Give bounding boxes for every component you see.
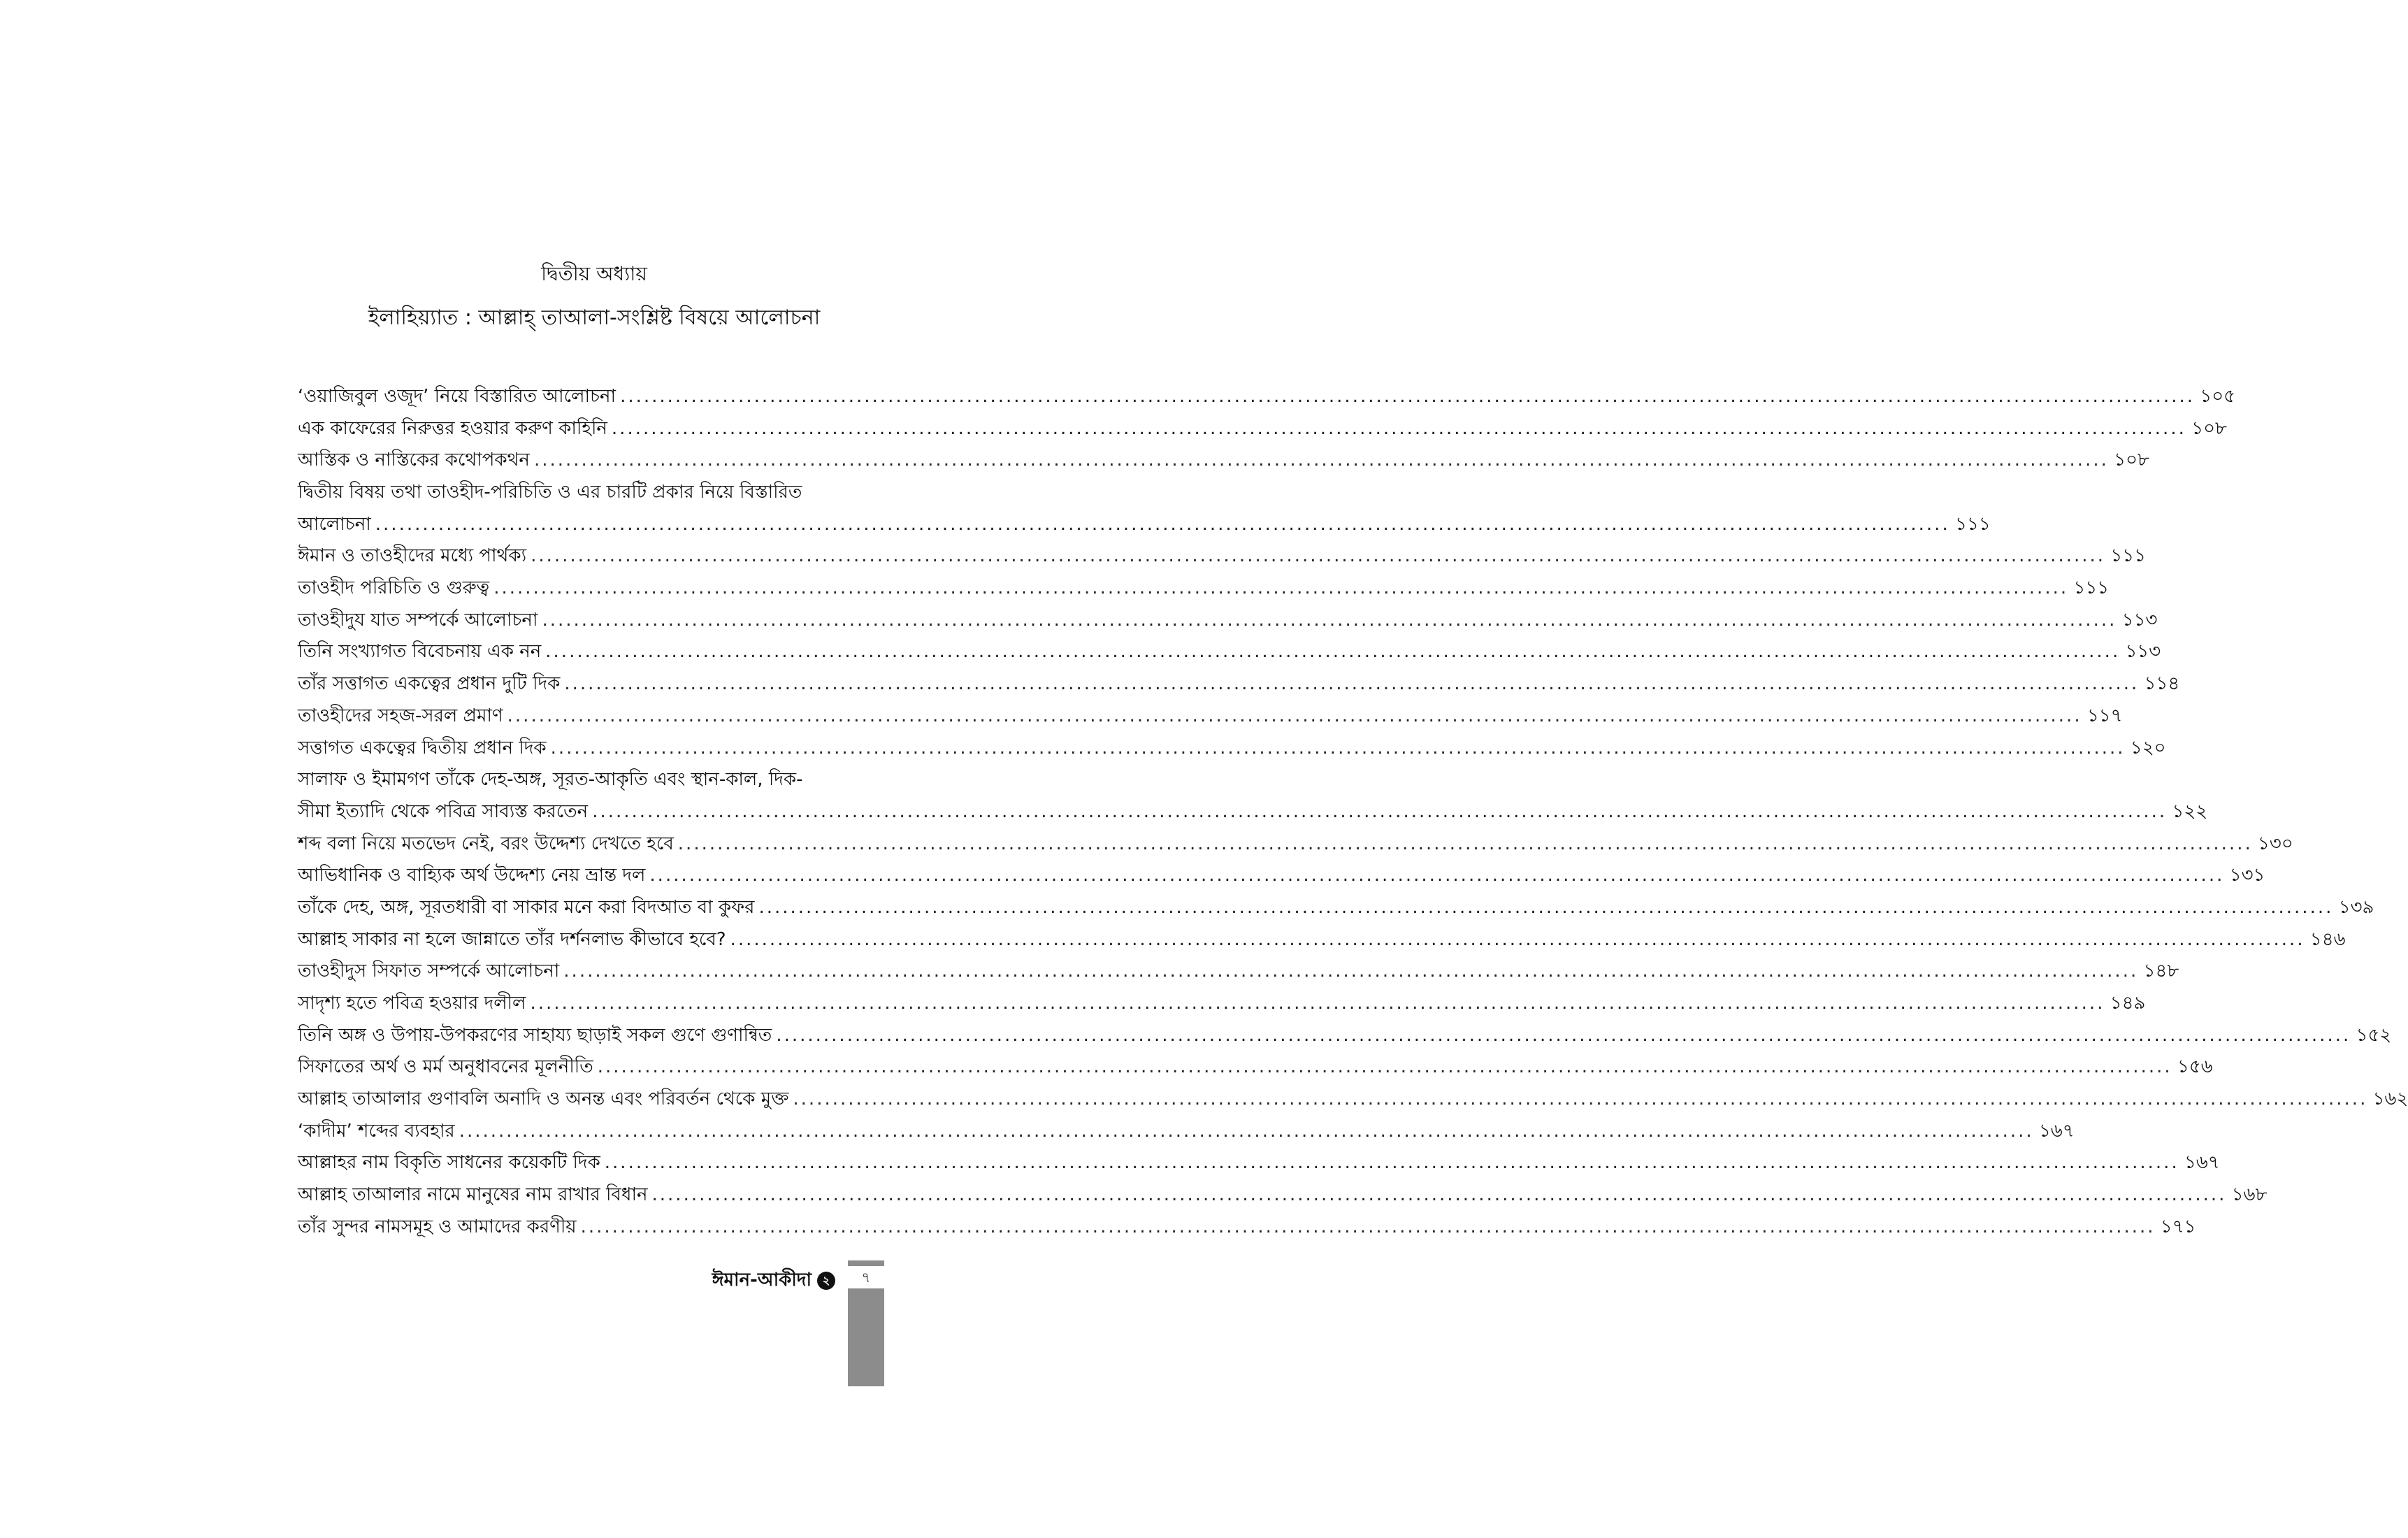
toc-entry xyxy=(298,668,2180,700)
toc-entry xyxy=(298,1179,2268,1212)
page-tab xyxy=(848,1260,884,1386)
toc-dot-leader: ........................................................................................................................................................................................................ xyxy=(564,673,2140,695)
toc-dot-leader: ........................................................................................................................................................................................................ xyxy=(776,1024,2351,1046)
toc-entry-page: ১১৩ xyxy=(2125,641,2161,663)
toc-dot-leader: ........................................................................................................................................................................................................ xyxy=(677,833,2253,854)
toc-entry-page: ১২২ xyxy=(2172,800,2208,822)
toc-entry-title: তাঁর সুন্দর নামসমূহ ও আমাদের করণীয় xyxy=(298,1216,577,1237)
toc-dot-leader: ........................................................................................................................................................................................................ xyxy=(545,641,2121,663)
toc-entry xyxy=(298,637,2161,669)
toc-entry-title: এক কাফেরের নিরুত্তর হওয়ার করুণ কাহিনি xyxy=(298,417,607,439)
toc-entry xyxy=(298,605,2158,637)
toc-entry-title: আভিধানিক ও বাহ্যিক অর্থ উদ্দেশ্য নেয় ভ্রান্ত দল xyxy=(298,865,646,886)
toc-entry xyxy=(298,1116,2075,1148)
toc-entry-title: আল্লাহ তাআলার গুণাবলি অনাদি ও অনন্ত এবং পরিবর্তন থেকে মুক্ত xyxy=(298,1088,789,1110)
toc-entry-title: ‘কাদীম’ শব্দের ব্যবহার xyxy=(298,1120,455,1142)
toc-entry-title: তিনি সংখ্যাগত বিবেচনায় এক নন xyxy=(298,641,542,663)
toc-entry-page: ১২০ xyxy=(2130,737,2166,759)
toc-entry-title: দ্বিতীয় বিষয় তথা তাওহীদ-পরিচিতি ও এর চারটি প্রকার নিয়ে বিস্তারিত xyxy=(298,482,802,503)
volume-badge: ২ xyxy=(817,1272,835,1290)
book-title: ঈমান-আকীদা xyxy=(712,1270,812,1291)
toc-entry xyxy=(298,445,2149,477)
toc-entry-page: ১৬৮ xyxy=(2231,1184,2268,1206)
toc-entry-page: ১০৮ xyxy=(2114,450,2149,471)
toc-entry-page: ১১৩ xyxy=(2121,609,2158,631)
toc-entry-page: ১৪৬ xyxy=(2309,928,2346,950)
toc-entry xyxy=(298,1020,2392,1052)
toc-entry xyxy=(298,573,2110,605)
toc-entry xyxy=(298,413,2227,445)
toc-entry-title: তাওহীদুস সিফাত সম্পর্কে আলোচনা xyxy=(298,961,560,982)
toc-entry-title: সিফাতের অর্থ ও মর্ম অনুধাবনের মূলনীতি xyxy=(298,1056,593,1078)
toc-entry-page: ১০৮ xyxy=(2191,417,2227,439)
toc-entry-page: ১১১ xyxy=(2073,577,2110,599)
toc-dot-leader: ........................................................................................................................................................................................................ xyxy=(730,928,2305,950)
toc-entry-page: ১৩১ xyxy=(2229,865,2265,886)
toc-dot-leader: ........................................................................................................................................................................................................ xyxy=(530,993,2105,1014)
toc-entry xyxy=(298,540,2147,573)
toc-dot-leader: ........................................................................................................................................................................................................ xyxy=(375,513,1950,535)
toc-dot-leader: ........................................................................................................................................................................................................ xyxy=(620,385,2196,407)
toc-entry-page: ১৪৯ xyxy=(2110,993,2146,1014)
toc-dot-leader: ........................................................................................................................................................................................................ xyxy=(592,800,2168,822)
toc-dot-leader: ........................................................................................................................................................................................................ xyxy=(649,865,2225,886)
toc-dot-leader: ........................................................................................................................................................................................................ xyxy=(459,1120,2034,1142)
toc-dot-leader: ........................................................................................................................................................................................................ xyxy=(563,961,2139,982)
toc-entry xyxy=(298,733,2166,765)
toc-entry-title: আল্লাহ সাকার না হলে জান্নাতে তাঁর দর্শনলাভ কীভাবে হবে? xyxy=(298,928,726,950)
toc-entry-title: ঈমান ও তাওহীদের মধ্যে পার্থক্য xyxy=(298,545,527,567)
chapter-title: ইলাহিয়্যাত : আল্লাহ্ তাআলা-সংশ্লিষ্ট বিষয়ে আলোচনা xyxy=(368,306,821,330)
toc-entry-title: তাঁকে দেহ, অঙ্গ, সূরতধারী বা সাকার মনে করা বিদআত বা কুফর xyxy=(298,896,755,918)
toc-entry xyxy=(298,700,2123,733)
toc-entry-page: ১১৪ xyxy=(2144,673,2180,695)
toc-entry xyxy=(298,796,2208,828)
toc-dot-leader: ........................................................................................................................................................................................................ xyxy=(550,737,2126,759)
toc-entry-title: তাওহীদুয যাত সম্পর্কে আলোচনা xyxy=(298,609,538,631)
toc-dot-leader: ........................................................................................................................................................................................................ xyxy=(580,1216,2156,1237)
toc-dot-leader: ........................................................................................................................................................................................................ xyxy=(604,1152,2179,1174)
toc-entry xyxy=(298,381,2236,413)
toc-dot-leader: ........................................................................................................................................................................................................ xyxy=(793,1088,2368,1110)
toc-entry-title: শব্দ বলা নিয়ে মতভেদ নেই, বরং উদ্দেশ্য দেখতে হবে xyxy=(298,833,674,854)
toc-dot-leader: ........................................................................................................................................................................................................ xyxy=(611,417,2186,439)
toc-entry-page: ১৭১ xyxy=(2160,1216,2196,1237)
toc-dot-leader: ........................................................................................................................................................................................................ xyxy=(758,896,2334,918)
toc-entry xyxy=(298,764,885,796)
toc-dot-leader: ........................................................................................................................................................................................................ xyxy=(507,705,2082,726)
toc-dot-leader: ........................................................................................................................................................................................................ xyxy=(651,1184,2227,1206)
toc-entry xyxy=(298,956,2179,988)
toc-entry xyxy=(298,924,2346,956)
toc-dot-leader: ........................................................................................................................................................................................................ xyxy=(542,609,2117,631)
page-number: ৭ xyxy=(848,1266,884,1288)
toc-entry-page: ১০৫ xyxy=(2200,385,2236,407)
toc-entry xyxy=(298,509,1991,541)
toc-dot-leader: ........................................................................................................................................................................................................ xyxy=(597,1056,2172,1078)
toc-entry-title: আলোচনা xyxy=(298,513,371,535)
toc-entry-page: ১৬২ xyxy=(2372,1088,2408,1110)
chapter-label: দ্বিতীয় অধ্যায় xyxy=(541,262,647,285)
toc-entry-page: ১৩৯ xyxy=(2338,896,2374,918)
toc-entry-page: ১৪৮ xyxy=(2143,961,2179,982)
toc-entry xyxy=(298,828,2293,861)
toc-entry-title: তাওহীদ পরিচিতি ও গুরুত্ব xyxy=(298,577,490,599)
toc-entry-title: তাঁর সত্তাগত একত্বের প্রধান দুটি দিক xyxy=(298,673,561,695)
toc-entry xyxy=(298,1084,2408,1116)
toc-entry-title: আল্লাহর নাম বিকৃতি সাধনের কয়েকটি দিক xyxy=(298,1152,600,1174)
toc-entry-page: ১৩০ xyxy=(2258,833,2293,854)
page-tab-top-bar xyxy=(848,1260,884,1265)
toc-entry xyxy=(298,860,2265,892)
toc-entry-page: ১১৭ xyxy=(2086,705,2123,726)
toc-entry xyxy=(298,477,885,509)
toc-entry-page: ১৫২ xyxy=(2356,1024,2392,1046)
toc-entry-title: ‘ওয়াজিবুল ওজূদ’ নিয়ে বিস্তারিত আলোচনা xyxy=(298,385,617,407)
toc-entry-page: ১৫৬ xyxy=(2177,1056,2213,1078)
toc-entry-title: সত্তাগত একত্বের দ্বিতীয় প্রধান দিক xyxy=(298,737,547,759)
toc-entry-page: ১১১ xyxy=(1955,513,1991,535)
toc-entry xyxy=(298,892,2374,924)
table-of-contents xyxy=(298,381,2408,1244)
toc-entry xyxy=(298,1051,2213,1084)
running-footer xyxy=(712,1265,835,1296)
toc-dot-leader: ........................................................................................................................................................................................................ xyxy=(533,450,2109,471)
toc-entry-title: আস্তিক ও নাস্তিকের কথোপকথন xyxy=(298,450,530,471)
toc-entry-title: তাওহীদের সহজ-সরল প্রমাণ xyxy=(298,705,503,726)
toc-entry xyxy=(298,1148,2220,1180)
toc-entry-title: সালাফ ও ইমামগণ তাঁকে দেহ-অঙ্গ, সূরত-আকৃতি এবং স্থান-কাল, দিক- xyxy=(298,769,803,791)
toc-entry-title: আল্লাহ তাআলার নামে মানুষের নাম রাখার বিধান xyxy=(298,1184,648,1206)
toc-entry-page: ১৬৭ xyxy=(2184,1152,2220,1174)
toc-entry-page: ১৬৭ xyxy=(2038,1120,2075,1142)
toc-entry-title: সীমা ইত্যাদি থেকে পবিত্র সাব্যস্ত করতেন xyxy=(298,800,589,822)
toc-entry xyxy=(298,1212,2196,1244)
toc-dot-leader: ........................................................................................................................................................................................................ xyxy=(531,545,2106,567)
toc-entry-page: ১১১ xyxy=(2110,545,2147,567)
toc-entry-title: সাদৃশ্য হতে পবিত্র হওয়ার দলীল xyxy=(298,993,526,1014)
toc-entry xyxy=(298,988,2146,1020)
toc-entry-title: তিনি অঙ্গ ও উপায়-উপকরণের সাহায্য ছাড়াই সকল গুণে গুণান্বিত xyxy=(298,1024,772,1046)
toc-dot-leader: ........................................................................................................................................................................................................ xyxy=(493,577,2069,599)
